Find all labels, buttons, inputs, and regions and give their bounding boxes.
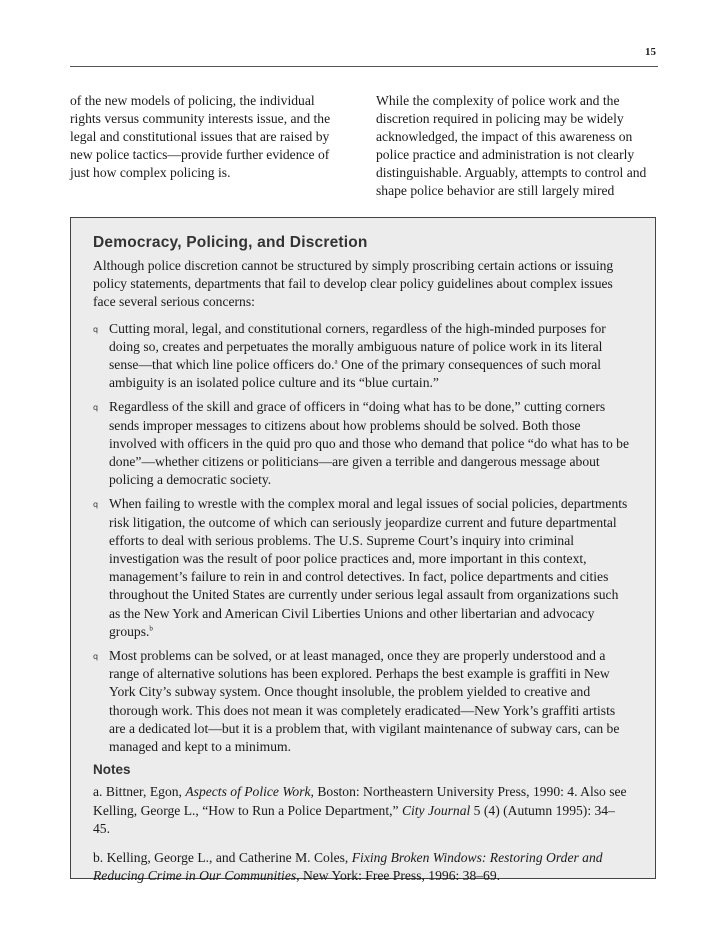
right-column xyxy=(376,92,652,200)
note-title-italic: Fixing Broken Windows: Restoring Order and Reducing Crime in Our Communities, xyxy=(93,849,603,884)
bullet-text: Most problems can be solved, or at least managed, once they are properly understood and a range of alternative solutions has been explored. Perhaps the best example is graffiti in New York City’s subway system. Once thought insoluble, the problem yielded to creative and thorough work. This does not mean it was completely eradicated—New York’s graffiti artists are a dedicated lot—but it is a problem that, with vigilant maintenance of subway cars, can be managed and kept to a minimum. xyxy=(109,648,620,755)
bullet-text-after: One of the primary consequences of such moral ambiguity is an isolated police culture and its “blue curtain.” xyxy=(109,357,602,391)
bullet-text: Regardless of the skill and grace of officers in “doing what has to be done,” cutting corners sends improper messages to citizens about how problems should be solved. Both those involved with officers in the quid pro quo and those who demand that police “do what has to be done”—whether citizens or politicians—are given a terrible and dangerous message about policing a democratic society. xyxy=(109,399,629,488)
note-title-italic: Aspects of Police Work, xyxy=(185,784,314,800)
sidebar-box xyxy=(70,217,656,884)
note-b xyxy=(93,849,629,886)
bullet-list xyxy=(93,320,629,757)
bullet-icon: q xyxy=(93,324,99,334)
right-column-text: While the complexity of police work and the discretion required in policing may be widely acknowledged, the impact of this awareness on police practice and administration is not clearly distinguishable. Arguably, attempts to control and shape police behavior are still largely mired xyxy=(376,93,647,198)
note-journal-italic: City Journal xyxy=(401,802,471,818)
note-text: 5 (4) (Autumn 1995): 34–45. xyxy=(93,802,615,837)
bullet-text: When failing to wrestle with the complex moral and legal issues of social policies, departments risk litigation, the outcome of which can seriously jeopardize current and future departmental efforts to deal with serious problems. The U.S. Supreme Court’s inquiry into criminal investigation was the result of poor police practices and, more important in this context, management’s failure to rein in and control detectives. In fact, police departments and cities throughout the United States are currently under serious legal assault from organizations such as the New York and American Civil Liberties Unions and other libertarian and advocacy groups. xyxy=(109,496,628,639)
page-number: 15 xyxy=(645,46,656,58)
note-a xyxy=(93,783,629,839)
bullet-icon: q xyxy=(93,403,99,413)
note-text: Boston: Northeastern University Press, 1990: 4. Also see Kelling, George L., “How to Run a Police Department,” xyxy=(93,784,627,818)
left-column xyxy=(70,92,346,182)
bullet-text: Cutting moral, legal, and constitutional corners, regardless of the high-minded purposes for doing so, creates and perpetuates the morally ambiguous nature of police work in its literal sense—that which line police officers do. xyxy=(109,320,606,373)
list-item xyxy=(93,320,629,393)
note-text: New York: Free Press, 1996: 38–69. xyxy=(299,868,501,884)
bullet-icon: q xyxy=(93,652,99,662)
list-item xyxy=(93,495,629,641)
footnote-ref: a xyxy=(334,357,338,366)
bullet-icon: q xyxy=(93,500,99,510)
footnote-ref: b xyxy=(149,624,153,633)
list-item xyxy=(93,647,629,756)
header-rule xyxy=(70,66,658,67)
sidebar-title: Democracy, Policing, and Discretion xyxy=(93,234,368,251)
note-text: b. Kelling, George L., and Catherine M. Coles, xyxy=(93,849,352,865)
note-text: a. Bittner, Egon, xyxy=(93,784,186,800)
sidebar-intro: Although police discretion cannot be structured by simply proscribing certain actions or issuing policy statements, departments that fail to develop clear policy guidelines about complex issues face several serious concerns: xyxy=(93,258,614,310)
list-item xyxy=(93,398,629,489)
left-column-text: of the new models of policing, the individual rights versus community interests issue, and the legal and constitutional issues that are raised by new police tactics—provide further evidence of just how complex policing is. xyxy=(70,93,331,180)
notes-heading: Notes xyxy=(93,762,131,778)
